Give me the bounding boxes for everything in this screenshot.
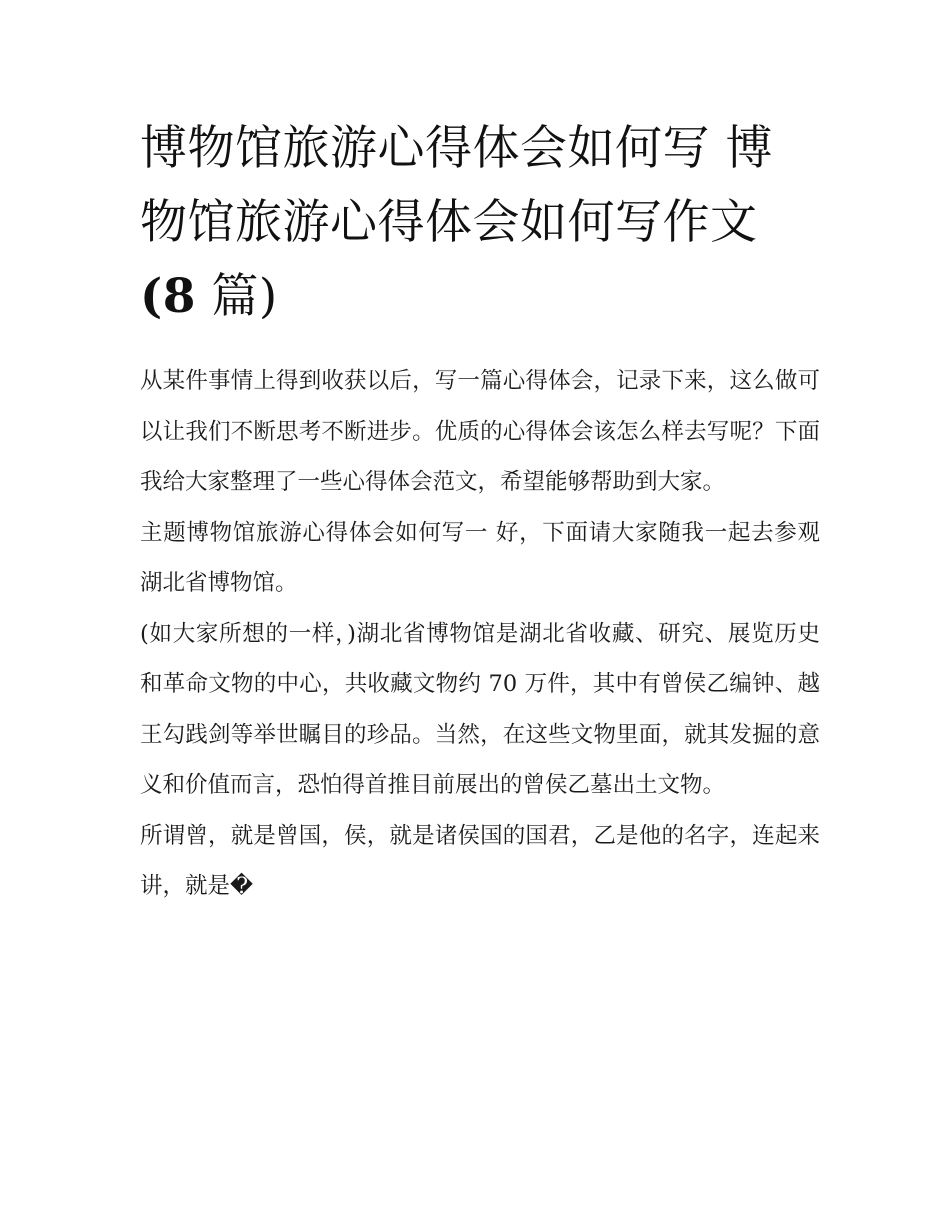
document-body	[140, 112, 820, 912]
document-title	[140, 112, 820, 334]
title-count-suffix: 篇)	[195, 269, 278, 324]
title-count-number: (8	[140, 269, 196, 324]
intro-paragraph: 从某件事情上得到收获以后，写一篇心得体会，记录下来，这么做可以让我们不断思考不断进步。优质的心得体会该怎么样去写呢？下面我给大家整理了一些心得体会范文，希望能够帮助到大家。	[140, 368, 820, 495]
zeng-paragraph: 所谓曾，就是曾国，侯，就是诸侯国的国君，乙是他的名字，连起来讲，就是�	[140, 822, 820, 899]
title-text: 博物馆旅游心得体会如何写 博物馆旅游心得体会如何写作文	[140, 121, 773, 250]
topic-paragraph: 主题博物馆旅游心得体会如何写一 好，下面请大家随我一起去参观湖北省博物馆。	[140, 519, 820, 596]
museum-paragraph: (如大家所想的一样，)湖北省博物馆是湖北省收藏、研究、展览历史和革命文物的中心，共收藏文物约 70 万件，其中有曾侯乙编钟、越王勾践剑等举世瞩目的珍品。当然，在这些文物里面，就其发掘的意义和价值而言，恐怕得首推目前展出的曾侯乙墓出土文物。	[140, 620, 820, 798]
